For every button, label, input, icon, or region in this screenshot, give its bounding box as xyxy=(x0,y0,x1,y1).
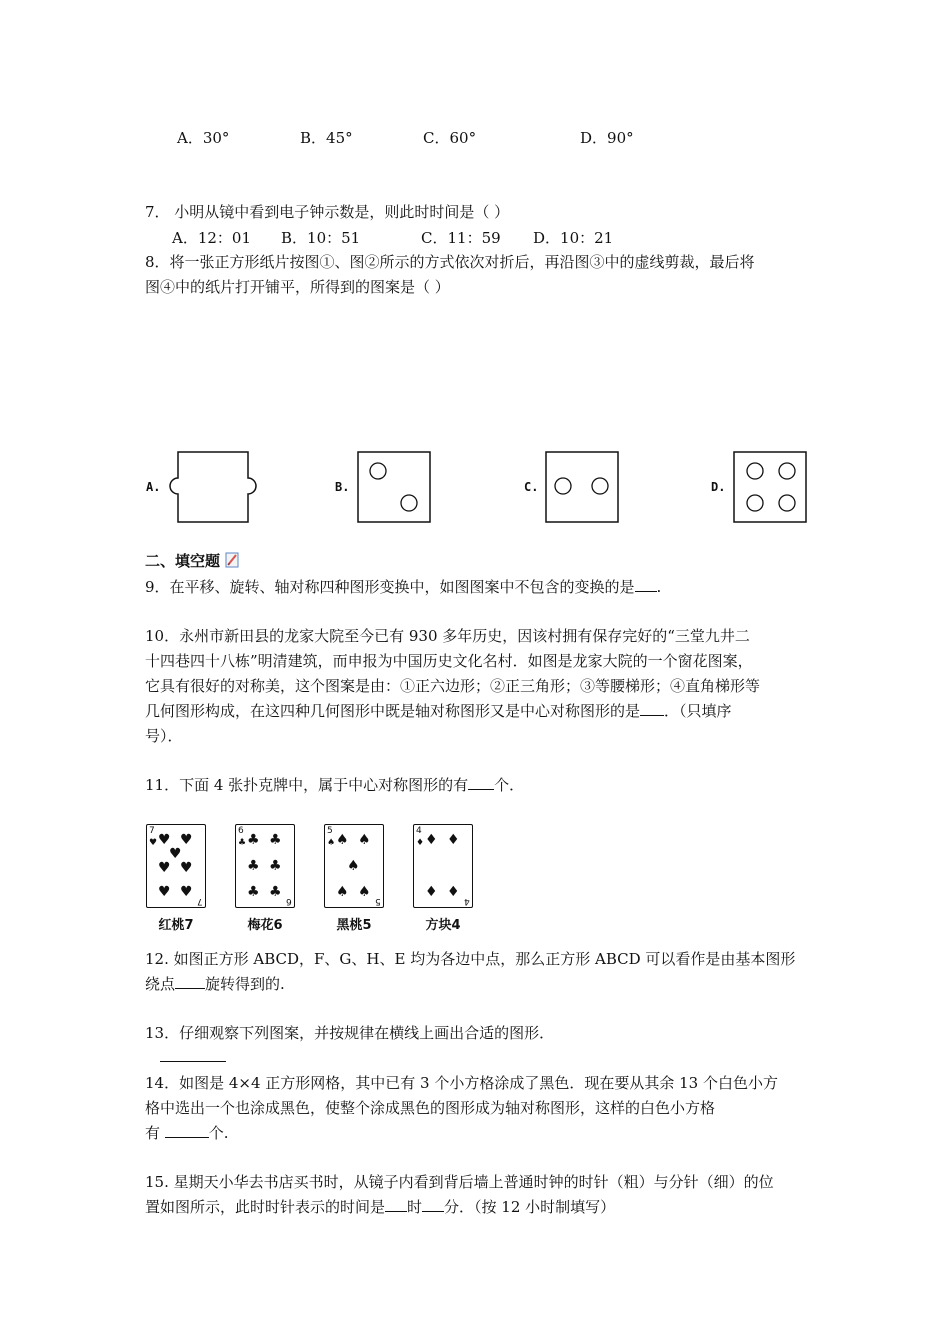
q10-line-5: 号）． xyxy=(145,727,183,745)
q11-answer-blank[interactable] xyxy=(468,775,494,790)
club-icon: ♣ xyxy=(247,884,260,900)
club-icon: ♣ xyxy=(269,858,282,874)
spade-icon: ♠ xyxy=(347,858,360,874)
diamond-icon: ♦ xyxy=(425,884,438,900)
q8-figure-d xyxy=(731,448,811,526)
q8-label-a: A. xyxy=(146,480,161,494)
q8-label-d: D. xyxy=(711,480,726,494)
q10-line-3: 它具有很好的对称美，这个图案是由：①正六边形；②正三角形；③等腰梯形；④直角梯形等 xyxy=(145,677,761,695)
q6-option-d: D．90° xyxy=(580,129,634,147)
q15-line-2-a: 置如图所示，此时时针表示的时间是 xyxy=(145,1198,386,1216)
q8-figure-b xyxy=(355,448,435,526)
q8-figure-c xyxy=(543,448,623,526)
q8-label-c: C. xyxy=(524,480,539,494)
q9-tail: . xyxy=(656,578,662,596)
q14-line-3 xyxy=(145,1123,229,1143)
q7-stem: 7． 小明从镜中看到电子钟示数是，则此时时间是（ ） xyxy=(145,203,510,221)
club-icon: ♣ xyxy=(269,884,282,900)
card-rank: 6 xyxy=(238,826,244,836)
q15-hour-blank[interactable] xyxy=(385,1197,407,1212)
q10-answer-blank[interactable] xyxy=(640,701,664,716)
q12-line-2-a: 绕点 xyxy=(145,975,176,993)
q15-line-2-c: 分．（按 12 小时制填写） xyxy=(444,1198,616,1216)
card-rank: 5 xyxy=(327,826,333,836)
q15-line-1: 15. 星期天小华去书店买书时，从镜子内看到背后墙上普通时钟的时针（粗）与分针（细）的位 xyxy=(145,1173,774,1191)
diamond-icon: ♦ xyxy=(416,838,425,848)
q14-line-3-a: 有 xyxy=(145,1124,161,1142)
q8-line-2: 图④中的纸片打开铺平，所得到的图案是（ ） xyxy=(145,278,450,296)
section-2-title xyxy=(145,551,239,571)
section-2-title-text: 二、填空题 xyxy=(145,552,221,570)
card-label-diamonds-4: 方块4 xyxy=(425,918,461,933)
card-diamonds-4 xyxy=(413,824,473,908)
q15-line-2-b: 时 xyxy=(407,1198,423,1216)
card-clubs-6 xyxy=(235,824,295,908)
q8-line-1: 8．将一张正方形纸片按图①、图②所示的方式依次对折后，再沿图③中的虚线剪裁，最后将 xyxy=(145,253,755,271)
heart-icon: ♥ xyxy=(180,832,193,848)
card-rank: 4 xyxy=(416,826,422,836)
heart-icon: ♥ xyxy=(149,838,158,848)
q15-minute-blank[interactable] xyxy=(422,1197,444,1212)
q13-text: 13．仔细观察下列图案，并按规律在横线上画出合适的图形． xyxy=(145,1024,555,1042)
club-icon: ♣ xyxy=(247,832,260,848)
card-rank: 7 xyxy=(149,826,155,836)
q12-line-1: 12. 如图正方形 ABCD，F、G、H、E 均为各边中点，那么正方形 ABCD 可以看作是由基本图形 xyxy=(145,950,796,968)
spade-icon: ♠ xyxy=(336,884,349,900)
diamond-icon: ♦ xyxy=(447,884,460,900)
q10-line-2: 十四巷四十八栋”明清建筑，而申报为中国历史文化名村．如图是龙家大院的一个窗花图案， xyxy=(145,652,753,670)
q12-line-2-b: 旋转得到的. xyxy=(205,975,285,993)
diamond-icon: ♦ xyxy=(425,832,438,848)
card-rank: 4 xyxy=(464,896,470,906)
club-icon: ♣ xyxy=(247,858,260,874)
spade-icon: ♠ xyxy=(327,838,336,848)
card-rank: 7 xyxy=(197,896,203,906)
spade-icon: ♠ xyxy=(336,832,349,848)
card-rank: 5 xyxy=(375,896,381,906)
heart-icon: ♥ xyxy=(180,884,193,900)
q12-answer-blank[interactable] xyxy=(175,974,205,989)
card-label-hearts-7: 红桃7 xyxy=(158,918,194,933)
q6-option-b: B．45° xyxy=(300,129,353,147)
club-icon: ♣ xyxy=(238,838,247,848)
heart-icon: ♥ xyxy=(158,860,171,876)
card-label-clubs-6: 梅花6 xyxy=(247,918,283,933)
q14-line-2: 格中选出一个也涂成黑色，使整个涂成黑色的图形成为轴对称图形，这样的白色小方格 xyxy=(145,1099,716,1117)
q9-stem: 9．在平移、旋转、轴对称四种图形变换中，如图图案中不包含的变换的是 xyxy=(145,578,635,596)
q8-figure-a xyxy=(166,448,262,526)
q11-tail: 个． xyxy=(494,776,525,794)
q7-option-a: A．12：01 xyxy=(172,229,252,247)
card-hearts-7 xyxy=(146,824,206,908)
q14-line-1: 14．如图是 4×4 正方形网格，其中已有 3 个小方格涂成了黑色．现在要从其余 13 个白色小方 xyxy=(145,1074,778,1092)
q10-line-1: 10．永州市新田县的龙家大院至今已有 930 多年历史，因该村拥有保存完好的“三堂九井二 xyxy=(145,627,750,645)
card-spades-5 xyxy=(324,824,384,908)
q15-line-2 xyxy=(145,1197,615,1217)
edit-icon[interactable] xyxy=(225,552,239,568)
heart-icon: ♥ xyxy=(180,860,193,876)
q9-answer-blank[interactable] xyxy=(635,577,657,592)
heart-icon: ♥ xyxy=(158,884,171,900)
spade-icon: ♠ xyxy=(358,832,371,848)
q10-line-4 xyxy=(145,701,732,721)
q14-answer-blank[interactable] xyxy=(165,1123,209,1138)
q10-line-4-b: ．（只填序 xyxy=(664,702,732,720)
club-icon: ♣ xyxy=(269,832,282,848)
q7-option-d: D．10：21 xyxy=(533,229,614,247)
heart-icon: ♥ xyxy=(158,832,171,848)
spade-icon: ♠ xyxy=(358,884,371,900)
q13-answer-line[interactable] xyxy=(160,1061,226,1062)
q7-option-b: B．10：51 xyxy=(281,229,361,247)
q8-label-b: B. xyxy=(335,480,350,494)
q7-option-c: C．11：59 xyxy=(421,229,501,247)
q6-option-a: A．30° xyxy=(177,129,230,147)
q6-option-c: C．60° xyxy=(423,129,477,147)
q11-stem: 11．下面 4 张扑克牌中，属于中心对称图形的有 xyxy=(145,776,469,794)
q14-line-3-b: 个. xyxy=(208,1124,229,1142)
diamond-icon: ♦ xyxy=(447,832,460,848)
q10-line-4-a: 几何图形构成，在这四种几何图形中既是轴对称图形又是中心对称图形的是 xyxy=(145,702,641,720)
q9-text xyxy=(145,577,661,597)
q12-line-2 xyxy=(145,974,285,994)
heart-icon: ♥ xyxy=(169,846,182,862)
q11-text xyxy=(145,775,524,795)
card-rank: 6 xyxy=(286,896,292,906)
card-label-spades-5: 黑桃5 xyxy=(336,918,372,933)
